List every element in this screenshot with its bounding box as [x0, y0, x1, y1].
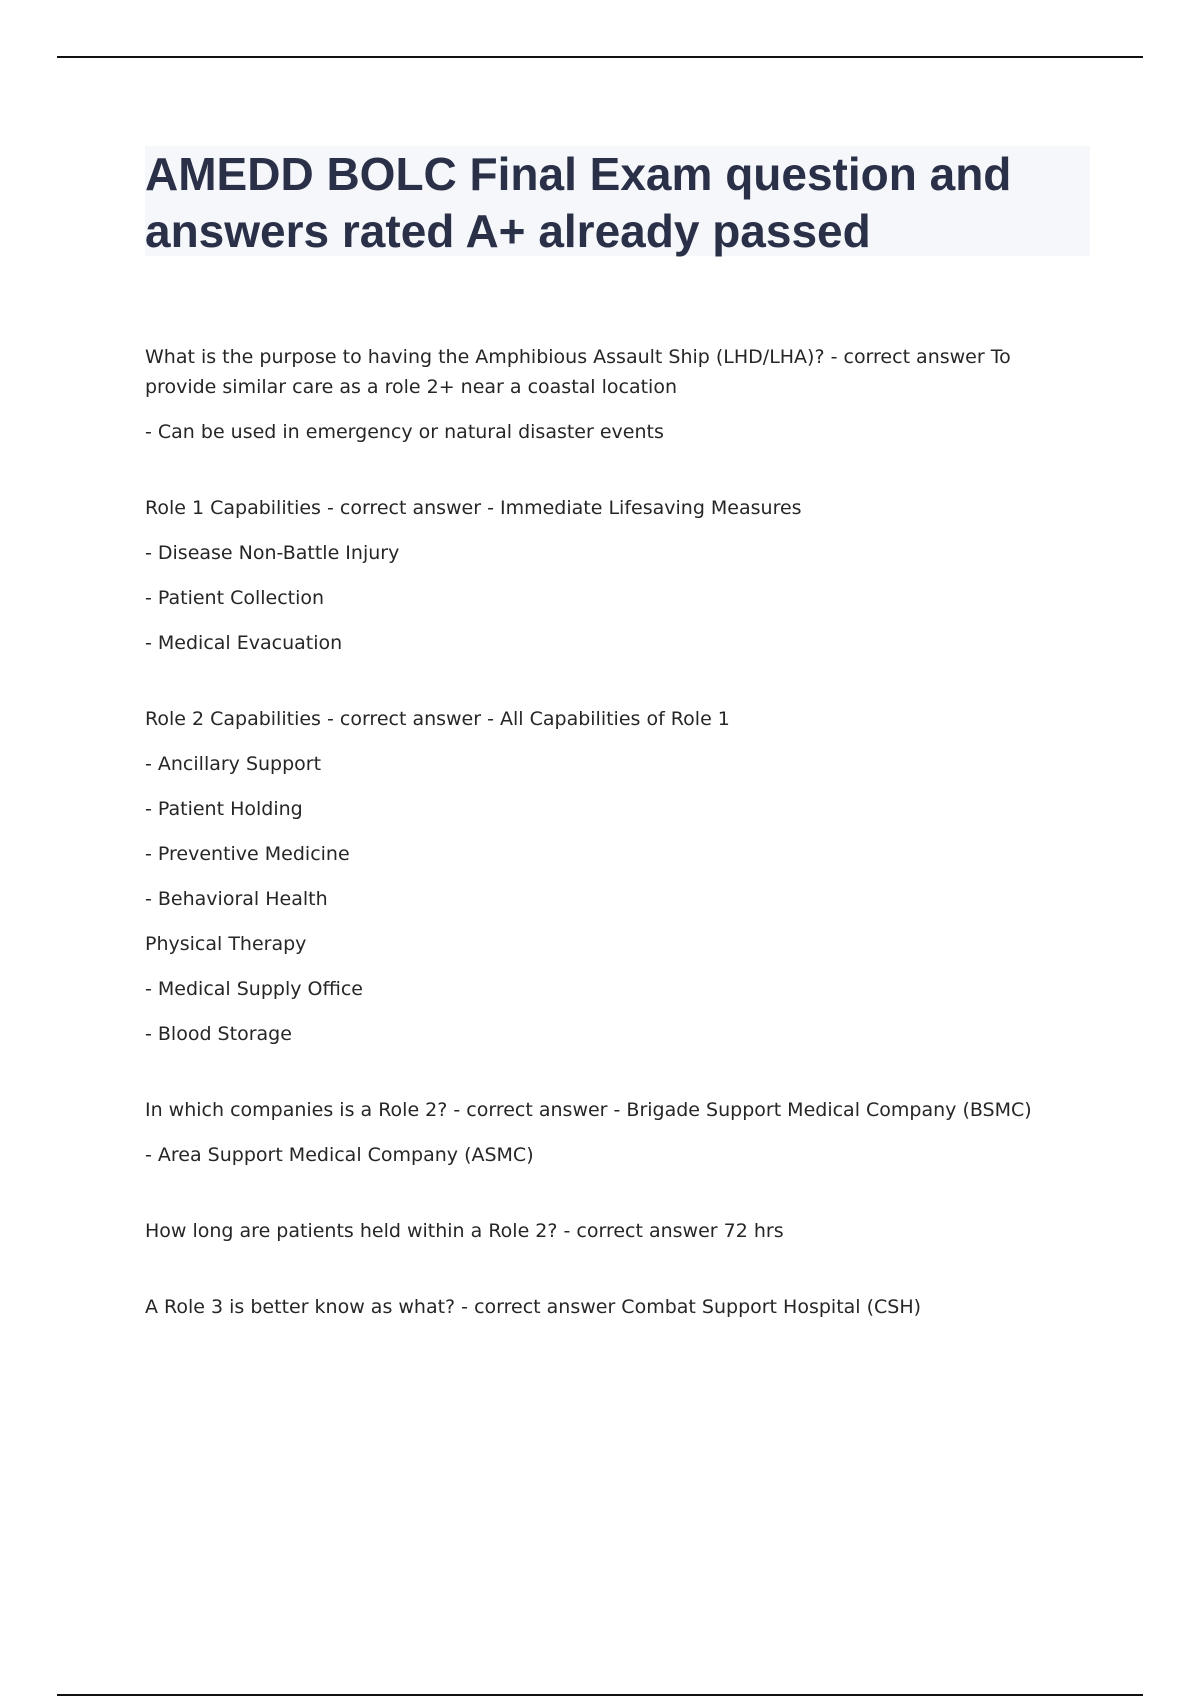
answer-bullet: - Medical Supply Office	[145, 978, 363, 1000]
answer-bullet: - Ancillary Support	[145, 753, 322, 775]
question-answer-line: Role 2 Capabilities - correct answer - All Capabilities of Role 1	[145, 708, 730, 730]
qa-entry	[145, 1292, 1085, 1322]
qa-entry	[145, 1216, 1085, 1246]
answer-bullet: Physical Therapy	[145, 933, 307, 955]
qa-entry	[145, 704, 1085, 1049]
answer-bullet: - Patient Collection	[145, 587, 325, 609]
answer-bullet: - Medical Evacuation	[145, 632, 343, 654]
footer-rule	[57, 1694, 1143, 1696]
answer-bullet: - Patient Holding	[145, 798, 303, 820]
header-rule	[57, 56, 1143, 58]
question-answer-line: What is the purpose to having the Amphibious Assault Ship (LHD/LHA)? - correct answer To provide similar care as a role 2+ near a coastal location	[145, 346, 1011, 398]
qa-list	[145, 342, 1085, 1337]
answer-bullet: - Preventive Medicine	[145, 843, 350, 865]
answer-bullet: - Can be used in emergency or natural disaster events	[145, 421, 664, 443]
qa-entry	[145, 342, 1085, 447]
qa-entry	[145, 493, 1085, 658]
answer-bullet: - Disease Non-Battle Injury	[145, 542, 400, 564]
answer-bullet: - Area Support Medical Company (ASMC)	[145, 1144, 534, 1166]
question-answer-line: How long are patients held within a Role 2? - correct answer 72 hrs	[145, 1220, 784, 1242]
document-title: AMEDD BOLC Final Exam question and answers rated A+ already passed	[145, 148, 1012, 257]
question-answer-line: A Role 3 is better know as what? - correct answer Combat Support Hospital (CSH)	[145, 1296, 922, 1318]
answer-bullet: - Blood Storage	[145, 1023, 292, 1045]
qa-entry	[145, 1095, 1085, 1170]
answer-bullet: - Behavioral Health	[145, 888, 328, 910]
title-banner	[145, 146, 1090, 256]
question-answer-line: Role 1 Capabilities - correct answer - Immediate Lifesaving Measures	[145, 497, 802, 519]
question-answer-line: In which companies is a Role 2? - correct answer - Brigade Support Medical Company (BSMC)	[145, 1099, 1032, 1121]
